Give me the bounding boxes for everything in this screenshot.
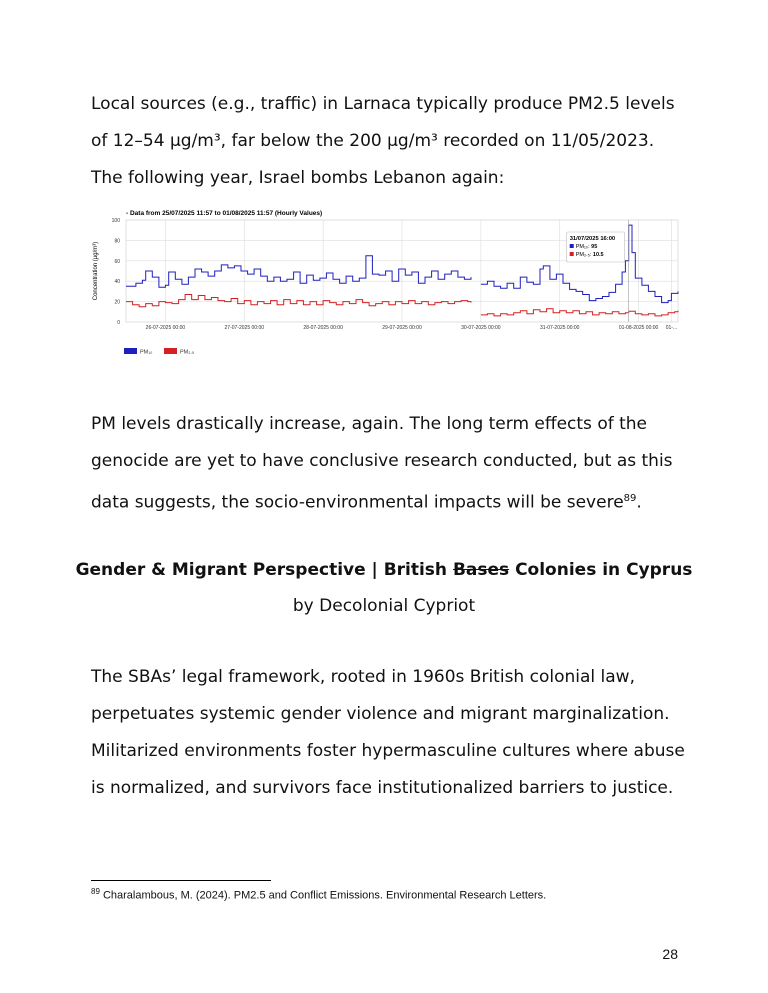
y-tick-label: 0 [117,320,120,326]
x-tick-label: 01-... [665,325,678,331]
y-tick-label: 40 [114,279,120,286]
heading-struck-word: Bases [452,560,510,580]
tooltip-pm10: PM₁₀: 95 [575,244,598,250]
tooltip-pm25: PM₂.₅: 10.5 [575,252,604,258]
tooltip-pm25-swatch [570,252,574,256]
x-tick-label: 27-07-2025 00:00 [224,325,265,331]
y-tick-label: 20 [114,299,120,306]
x-tick-label: 26-07-2025 00:00 [145,325,186,331]
chart-title: - Data from 25/07/2025 11:57 to 01/08/2025 11:57 (Hourly Values) [126,210,323,217]
x-tick-label: 30-07-2025 00:00 [461,325,501,331]
x-tick-label: 28-07-2025 00:00 [303,325,343,331]
footnote-text: Charalambous, M. (2024). PM2.5 and Conflict Emissions. Environmental Research Letters. [99,889,547,902]
heading-part1: Gender & Migrant Perspective | British [75,560,453,580]
chart-ylabel: Concentration (µg/m³) [93,241,99,301]
legend-label-pm10[interactable]: PM₁₀ [140,349,153,356]
footnote-number: 89 [91,887,100,896]
legend-label-pm25[interactable]: PM₂.₅ [180,349,195,356]
analysis-paragraph [91,406,691,522]
tooltip-pm10-swatch [570,244,574,248]
footnote-divider [91,880,271,881]
tooltip-title: 31/07/2025 16:00 [569,236,616,242]
heading-part2: Colonies in Cyprus [509,560,693,580]
footnote [91,887,546,902]
analysis-end: . [636,492,642,513]
x-tick-label: 01-08-2025 00:00 [618,325,659,331]
footnote-ref-89[interactable]: 89 [623,493,637,504]
x-tick-label: 29-07-2025 00:00 [382,325,422,331]
x-tick-label: 31-07-2025 00:00 [539,325,580,331]
tooltip-pm10-value: 95 [591,244,598,250]
y-tick-label: 100 [111,218,120,224]
author-byline: by Decolonial Cypriot [292,596,476,616]
y-tick-label: 60 [114,258,120,265]
analysis-text: PM levels drastically increase, again. The long term effects of the genocide are yet to have conclusive research conducted, but as this data suggests, the socio-environmental impacts will be severe [91,414,673,513]
intro-paragraph: Local sources (e.g., traffic) in Larnaca typically produce PM2.5 levels of 12–54 µg/m³, far below the 200 µg/m³ recorded on 11/05/2023. The following year, Israel bombs Lebanon again: [91,94,675,188]
y-tick-label: 80 [114,238,120,245]
legend-swatch-pm25[interactable] [164,348,177,354]
framework-paragraph: The SBAs’ legal framework, rooted in 1960s British colonial law, perpetuates systemic gender violence and migrant marginalization. Militarized environments foster hypermasculine cultures where abuse is normalized, and survivors face institutionalized barriers to justice. [91,667,685,798]
section-heading [0,556,768,584]
pm-chart [88,208,688,358]
tooltip-pm25-value: 10.5 [592,252,604,258]
page-number: 28 [662,946,678,962]
legend-swatch-pm10[interactable] [124,348,137,354]
pm-chart-svg [88,208,688,358]
